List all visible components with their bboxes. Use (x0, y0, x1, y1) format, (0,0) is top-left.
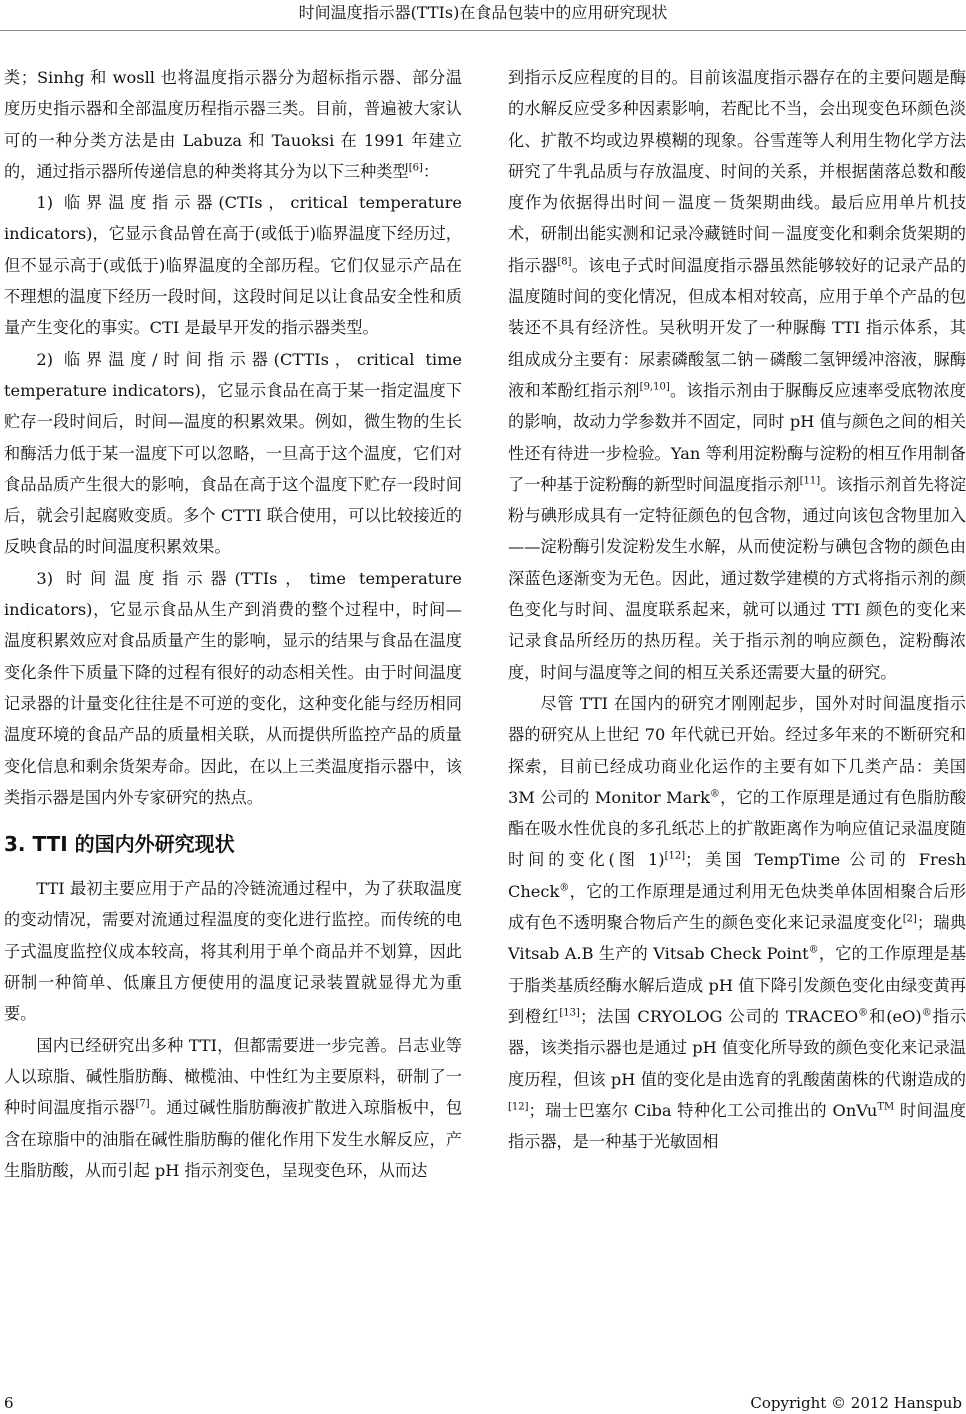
paragraph-text: 。通过碱性脂肪酶液扩散进入琼脂板中，包含在琼脂中的油脂在碱性脂肪酶的催化作用下发生水解反应，产生脂肪酸，从而引起 pH 指示剂变色，呈现变色环，从而达 (4, 1098, 463, 1180)
paragraph-tti: 3) 时间温度指示器(TTIs，time temperature indicators)，它显示食品从生产到消费的整个过程中，时间—温度积累效应对食品质量产生的影响，显示的结果与食品在温度变化条件下质量下降的过程有很好的动态相关性。由于时间温度记录器的计量变化往往是不可逆的变化，这种变化能与经历相同温度环境的食品产品的质量相关联，从而提供所监控产品的质量变化信息和剩余货架寿命。因此，在以上三类温度指示器中，该类指示器是国内外专家研究的热点。 (4, 568, 462, 807)
paragraph-cti: 1) 临界温度指示器(CTIs，critical temperature indicators)，它显示食品曾在高于(或低于)临界温度下经历过，但不显示高于(或低于)临界温度的全部历程。它们仅显示产品在不理想的温度下经历一段时间，这段时间足以让食品安全性和质量产生变化的事实。CTI 是最早开发的指示器类型。 (4, 193, 462, 338)
paragraph-text: ；瑞士巴塞尔 Ciba 特种化工公司推出的 OnVu (528, 1100, 878, 1120)
page-number: 6 (4, 1394, 14, 1412)
citation: [7] (135, 1098, 150, 1110)
paragraph-text: ，它的工作原理是通过利用无色炔类单体固相聚合后形成有色不透明聚合物后产生的颜色变化来记录温度变化 (508, 881, 966, 933)
paragraph-text: 到指示反应程度的目的。目前该温度指示器存在的主要问题是酶的水解反应受多种因素影响，若配比不当，会出现变色环颜色淡化、扩散不均或边界模糊的现象。谷雪莲等人利用生物化学方法研究了牛乳品质与存放温度、时间的关系，并根据菌落总数和酸度作为依据得出时间－温度－货架期曲线。最后应用单片机技术，研制出能实测和记录冷藏链时间－温度变化和剩余货架期的指示器 (508, 68, 966, 275)
paragraph-foreign-research (508, 688, 966, 1157)
paragraph-text: 国内已经研究出多种 TTI，但都需要进一步完善。吕志业等人以琼脂、碱性脂肪酶、橄榄油、中性红为主要原料，研制了一种时间温度指示器 (4, 1035, 462, 1118)
right-column (508, 62, 966, 1157)
citation: [13] (559, 1007, 580, 1019)
left-column (4, 62, 462, 1186)
registered-mark: ® (559, 882, 570, 894)
registered-mark: ® (709, 788, 720, 800)
running-header: 时间温度指示器(TTIs)在食品包装中的应用研究现状 (298, 3, 668, 22)
paragraph-domestic-continued (508, 62, 966, 688)
paragraph-text: ： (422, 161, 440, 181)
paragraph-text: ，它的工作原理是通过有色脂肪酸酯在吸水性优良的多孔纸芯上的扩散距离作为响应值记录温度随时间的变化(图 1) (508, 787, 966, 870)
header-divider (0, 30, 966, 31)
registered-mark: ® (858, 1007, 869, 1019)
copyright-notice: Copyright © 2012 Hanspub (750, 1394, 962, 1412)
paragraph-text: 。该电子式时间温度指示器虽然能够较好的记录产品的温度随时间的变化情况，但成本相对较高，应用于单个产品的包装还不具有经济性。吴秋明开发了一种脲酶 TTI 指示体系，其组成成分主要有：尿素磷酸氢二钠－磷酸二氢钾缓冲溶液，脲酶液和苯酚红指示剂 (508, 255, 966, 400)
registered-mark: ® (808, 944, 819, 956)
citation: [2] (902, 913, 917, 925)
citation: [12] (508, 1101, 529, 1113)
trademark-mark: TM (877, 1101, 895, 1113)
registered-mark: ® (921, 1007, 932, 1019)
citation: [9,10] (639, 381, 670, 393)
paragraph-text: 。该指示剂首先将淀粉与碘形成具有一定特征颜色的包含物，通过向该包含物里加入——淀粉酶引发淀粉发生水解，从而使淀粉与碘包含物的颜色由深蓝色逐渐变为无色。因此，通过数学建模的方式将指示剂的颜色变化与时间、温度联系起来，就可以通过 TTI 颜色的变化来记录食品所经历的热历程。关于指示剂的响应颜色，淀粉酶浓度，时间与温度等之间的相互关系还需要大量的研究。 (508, 474, 966, 682)
paragraph-domestic-research (4, 1030, 462, 1186)
citation: [11] (799, 475, 821, 487)
citation: [6] (408, 162, 423, 174)
paragraph-text: 类；Sinhg 和 wosll 也将温度指示器分为超标指示器、部分温度历史指示器和全部温度历程指示器三类。目前，普遍被大家认可的一种分类方法是由 Labuza 和 Tauoksi 在 1991 年建立的，通过指示器所传递信息的种类将其分为以下三种类型 (4, 68, 462, 181)
paragraph-text: ；瑞典 Vitsab A.B 生产的 Vitsab Check Point (508, 913, 966, 964)
citation: [12] (664, 851, 686, 863)
paragraph-text: 时间温度指示器，是一种基于光敏固相 (508, 1100, 966, 1152)
paragraph-text: 尽管 TTI 在国内的研究才刚刚起步，国外对时间温度指示器的研究从上世纪 70 年代就已开始。经过多年来的不断研究和探索，目前已经成功商业化运作的主要有如下几类产品：美国 3M 公司的 Monitor Mark (508, 693, 966, 807)
page-footer (0, 1393, 966, 1413)
paragraph-text: ，它的工作原理是基于脂类基质经酶水解后造成 pH 值下降引发颜色变化由绿变黄再到橙红 (508, 944, 966, 1026)
paragraph-classification-intro (4, 62, 462, 187)
paragraph-text: ；美国 TempTime 公司的 Fresh Check (508, 850, 966, 901)
citation: [8] (557, 256, 572, 268)
section-heading: 3. TTI 的国内外研究现状 (4, 832, 235, 857)
paragraph-text: ；法国 CRYOLOG 公司的 TRACEO (579, 1006, 859, 1026)
paragraph-cold-chain: TTI 最初主要应用于产品的冷链流通过程中，为了获取温度的变动情况，需要对流通过程温度的变化进行监控。而传统的电子式温度监控仪成本较高，将其利用于单个商品并不划算，因此研制一种简单、低廉且方便使用的温度记录装置就显得尤为重要。 (4, 879, 462, 1024)
paragraph-text: 指示器，该类指示器也是通过 pH 值变化所导致的颜色变化来记录温度历程，但该 pH 值的变化是由选育的乳酸菌菌株的代谢造成的 (508, 1006, 966, 1089)
paragraph-text: 。该指示剂由于脲酶反应速率受底物浓度的影响，故动力学参数并不固定，同时 pH 值与颜色之间的相关性还有待进一步检验。Yan 等利用淀粉酶与淀粉的相互作用制备了一种基于淀粉酶的新型时间温度指示剂 (508, 380, 966, 494)
paragraph-text: 和(eO) (868, 1006, 922, 1026)
paragraph-ctti: 2) 临界温度/时间指示器(CTTIs，critical time temperature indicators)，它显示食品在高于某一指定温度下贮存一段时间后，时间—温度的积累效果。例如，微生物的生长和酶活力低于某一温度下可以忽略，一旦高于这个温度，它们对食品品质产生很大的影响，食品在高于这个温度下贮存一段时间后，就会引起腐败变质。多个 CTTI 联合使用，可以比较接近的反映食品的时间温度积累效果。 (4, 349, 462, 557)
